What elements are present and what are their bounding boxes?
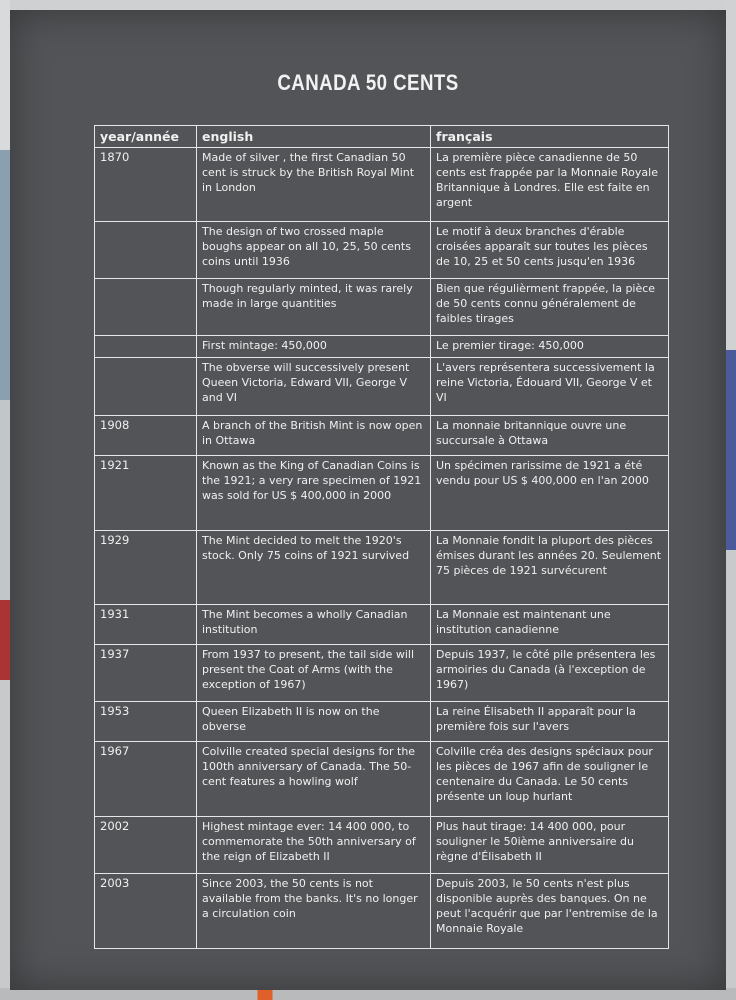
cell-english: Though regularly minted, it was rarely made in large quantities [197,279,431,336]
background-edge-right [726,0,736,1000]
table-row [95,222,669,279]
cell-year [95,222,197,279]
table-row [95,817,669,874]
cell-english: From 1937 to present, the tail side will present the Coat of Arms (with the exception of 1967) [197,645,431,702]
cell-english: Queen Elizabeth II is now on the obverse [197,702,431,742]
table-row [95,645,669,702]
cell-english: First mintage: 450,000 [197,336,431,358]
cell-french: Colville créa des designs spéciaux pour les pièces de 1967 afin de souligner le centenaire du Canada. Le 50 cents présente un loup hurlant [431,742,669,817]
cell-year [95,279,197,336]
cell-french: L'avers représentera successivement la reine Victoria, Édouard VII, George V et VI [431,358,669,416]
cell-french: Le premier tirage: 450,000 [431,336,669,358]
cell-french: Bien que régulièrment frappée, la pièce de 50 cents connu généralement de faibles tirages [431,279,669,336]
board-title: CANADA 50 CENTS [277,70,459,95]
cell-french: Plus haut tirage: 14 400 000, pour souligner le 50ième anniversaire du règne d'Élisabeth II [431,817,669,874]
cell-year: 1937 [95,645,197,702]
cell-english: The obverse will successively present Queen Victoria, Edward VII, George V and VI [197,358,431,416]
header-english: english [197,126,431,148]
cell-english: Colville created special designs for the 100th anniversary of Canada. The 50-cent features a howling wolf [197,742,431,817]
table-row [95,874,669,949]
cell-english: The Mint becomes a wholly Canadian institution [197,605,431,645]
cell-english: A branch of the British Mint is now open in Ottawa [197,416,431,456]
cell-english: Highest mintage ever: 14 400 000, to commemorate the 50th anniversary of the reign of Elizabeth II [197,817,431,874]
cell-french: Un spécimen rarissime de 1921 a été vendu pour US $ 400,000 en l'an 2000 [431,456,669,531]
table-row [95,742,669,817]
cell-french: La Monnaie est maintenant une institution canadienne [431,605,669,645]
table-row [95,148,669,222]
background-edge-left [0,0,10,1000]
table-row [95,456,669,531]
table-row [95,531,669,605]
table-row [95,605,669,645]
cell-english: Since 2003, the 50 cents is not available from the banks. It's no longer a circulation coin [197,874,431,949]
cell-year [95,358,197,416]
cell-french: Le motif à deux branches d'érable croisées apparaît sur toutes les pièces de 10, 25 et 50 cents jusqu'en 1936 [431,222,669,279]
table-row [95,358,669,416]
table-row [95,416,669,456]
cell-english: The design of two crossed maple boughs appear on all 10, 25, 50 cents coins until 1936 [197,222,431,279]
header-french: français [431,126,669,148]
cell-year [95,336,197,358]
cell-year: 1921 [95,456,197,531]
cell-year: 2002 [95,817,197,874]
cell-french: La première pièce canadienne de 50 cents est frappée par la Monnaie Royale Britannique à Londres. Elle est faite en argent [431,148,669,222]
cell-english: Made of silver , the first Canadian 50 cent is struck by the British Royal Mint in London [197,148,431,222]
cell-year: 1931 [95,605,197,645]
cell-year: 1870 [95,148,197,222]
table-header-row [95,126,669,148]
header-year: year/année [95,126,197,148]
table-row [95,336,669,358]
cell-french: La Monnaie fondit la pluport des pièces émises durant les années 20. Seulement 75 pièces de 1921 survécurent [431,531,669,605]
cell-english: Known as the King of Canadian Coins is the 1921; a very rare specimen of 1921 was sold for US $ 400,000 in 2000 [197,456,431,531]
cell-year: 1967 [95,742,197,817]
history-table [94,125,669,949]
cell-year: 2003 [95,874,197,949]
table-row [95,702,669,742]
display-board [10,10,726,990]
cell-french: La reine Élisabeth II apparaît pour la première fois sur l'avers [431,702,669,742]
cell-year: 1908 [95,416,197,456]
cell-year: 1953 [95,702,197,742]
cell-french: Depuis 2003, le 50 cents n'est plus disponible auprès des banques. On ne peut l'acquérir que par l'entremise de la Monnaie Royale [431,874,669,949]
cell-english: The Mint decided to melt the 1920's stock. Only 75 coins of 1921 survived [197,531,431,605]
cell-french: Depuis 1937, le côté pile présentera les armoiries du Canada (à l'exception de 1967) [431,645,669,702]
table-row [95,279,669,336]
cell-year: 1929 [95,531,197,605]
cell-french: La monnaie britannique ouvre une succursale à Ottawa [431,416,669,456]
